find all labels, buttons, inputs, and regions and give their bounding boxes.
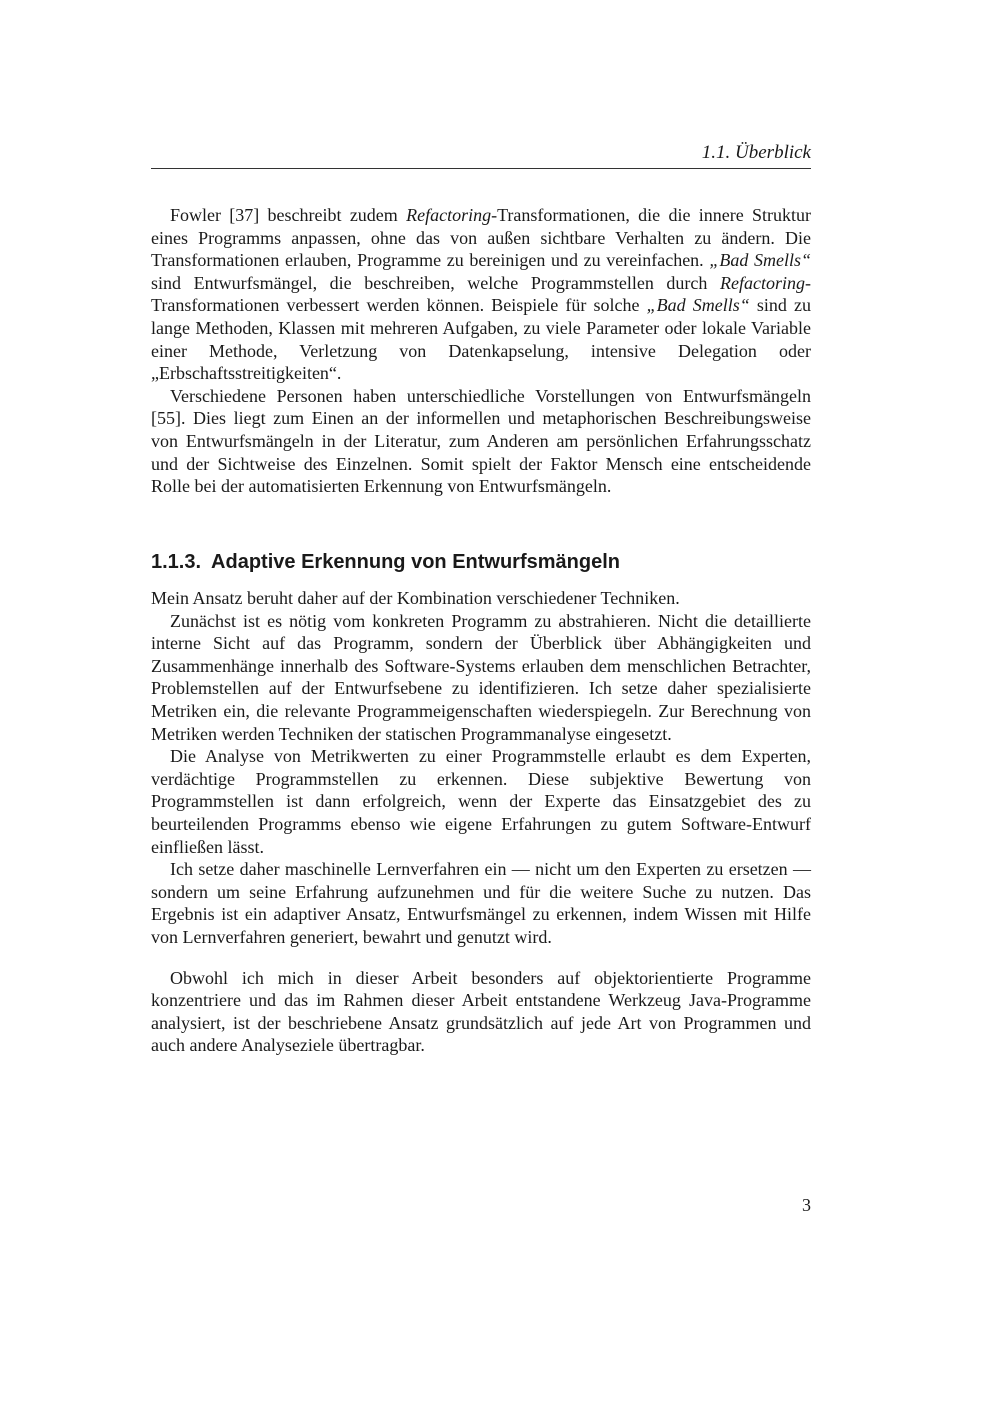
running-header-title: 1.1. Überblick bbox=[701, 142, 811, 163]
page-number: 3 bbox=[802, 1195, 811, 1215]
text-run: sind zu lange Methoden, Klassen mit mehreren Aufgaben, zu viele Parameter oder lokale Variable einer Methode, Verletzung von Datenkapselung, intensive Delegation oder „Erbschaftsstreitigkeiten“. bbox=[151, 295, 812, 384]
emphasis-bad-smells: „Bad Smells“ bbox=[709, 250, 812, 271]
text-run: -Transformationen verbessert werden können. Beispiele für solche bbox=[151, 272, 811, 316]
text-run: Fowler [37] beschreibt zudem bbox=[170, 205, 407, 225]
text-block-section bbox=[151, 587, 811, 1057]
section-number: 1.1.3. bbox=[151, 551, 202, 573]
section-title: Adaptive Erkennung von Entwurfsmängeln bbox=[211, 551, 620, 573]
paragraph-metric-analysis: Die Analyse von Metrikwerten zu einer Programmstelle erlaubt es dem Experten, verdächtige Programmstellen zu erkennen. Diese subjektive Bewertung von Programmstellen ist dann erfolgreich, wenn der Experte das Einsatzgebiet des zu beurteilenden Programms ebenso wie eigene Erfahrungen zu gutem Software-Entwurf einfließen lässt. bbox=[151, 746, 811, 857]
running-header bbox=[151, 138, 811, 169]
emphasis-refactoring: Refactoring bbox=[406, 205, 492, 225]
paragraph-abstraction: Zunächst ist es nötig vom konkreten Programm zu abstrahieren. Nicht die detaillierte interne Sicht auf das Programm, sondern der Überblick über Abhängigkeiten und Zusammenhänge innerhalb des Software-Systems erlauben dem menschlichen Betrachter, Problemstellen auf der Entwurfsebene zu identifizieren. Ich setze daher spezialisierte Metriken ein, die relevante Programmeigenschaften wiederspiegeln. Zur Berechnung von Metriken werden Techniken der statischen Programmanalyse eingesetzt. bbox=[151, 610, 811, 744]
paragraph-machine-learning: Ich setze daher maschinelle Lernverfahren ein — nicht um den Experten zu ersetzen — sondern um seine Erfahrung aufzunehmen und für die weitere Suche zu nutzen. Das Ergebnis ist ein adaptiver Ansatz, Entwurfsmängel zu erkennen, indem Wissen mit Hilfe von Lernverfahren generiert, bewahrt und genutzt wird. bbox=[151, 859, 811, 947]
paragraph-approach: Mein Ansatz beruht daher auf der Kombination verschiedener Techniken. bbox=[151, 588, 680, 608]
emphasis-bad-smells: „Bad Smells“ bbox=[646, 295, 750, 316]
paragraph-scope: Obwohl ich mich in dieser Arbeit besonders auf objektorientierte Programme konzentriere und das im Rahmen dieser Arbeit entstandene Werkzeug Java-Programme analysiert, ist der beschriebene Ansatz grundsätzlich auf jede Art von Programmen und auch andere Analyseziele übertragbar. bbox=[151, 967, 811, 1056]
section-heading bbox=[151, 549, 811, 575]
paragraph-perceptions: Verschiedene Personen haben unterschiedliche Vorstellungen von Entwurfsmängeln [55]. Dies liegt zum Einen an der informellen und metaphorischen Beschreibungsweise von Entwurfsmängeln in der Literatur, zum Anderen am persönlichen Erfahrungsschatz und der Sichtweise des Einzelnen. Somit spielt der Faktor Mensch eine entscheidende Rolle bei der automatisierten Erkennung von Entwurfsmängeln. bbox=[151, 385, 811, 497]
paragraph-refactoring bbox=[151, 204, 811, 385]
text-run: -Transformationen, die die innere Struktur eines Programms anpassen, ohne das von außen sichtbare Verhalten zu ändern. Die Transformationen erlauben, Programme zu bereinigen und zu vereinfachen. bbox=[151, 205, 811, 271]
text-run: sind Entwurfsmängel, die beschreiben, welche Programmstellen durch bbox=[151, 272, 721, 293]
text-block-intro bbox=[151, 204, 811, 498]
emphasis-refactoring: Refactoring bbox=[720, 272, 805, 293]
